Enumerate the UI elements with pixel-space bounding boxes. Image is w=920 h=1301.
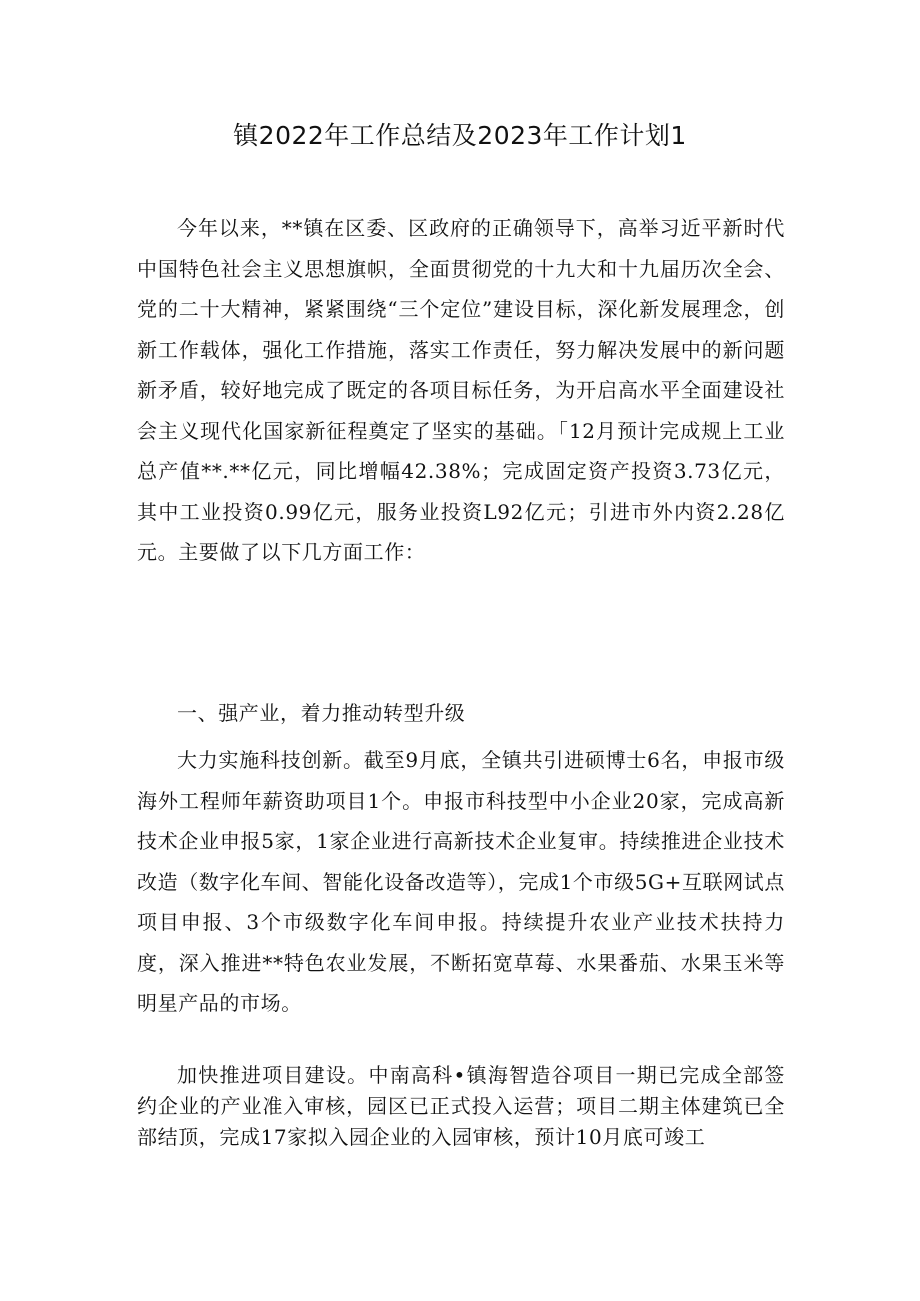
tech-innovation-paragraph: 大力实施科技创新。截至9月底，全镇共引进硕博士6名，申报市级海外工程师年薪资助项目1个。申报市科技型中小企业20家，完成高新技术企业申报5家，1家企业进行高新技术企业复审。持续推进企业技术改造（数字化车间、智能化设备改造等），完成1个市级5G+互联网试点项目申报、3个市级数字化车间申报。持续提升农业产业技术扶持力度，深入推进**特色农业发展，不断拓宽草莓、水果番茄、水果玉米等明星产品的市场。 [137, 748, 785, 1015]
project-construction-paragraph: 加快推进项目建设。中南高科•镇海智造谷项目一期已完成全部签约企业的产业准入审核，园区已正式投入运营；项目二期主体建筑已全部结顶，完成17家拟入园企业的入园审核，预计10月底可竣工 [137, 1063, 785, 1149]
section-heading: 一、强产业，着力推动转型升级 [177, 701, 466, 725]
document-title: 镇2022年工作总结及2023年工作计划1 [233, 121, 687, 150]
intro-paragraph: 今年以来，**镇在区委、区政府的正确领导下，高举习近平新时代中国特色社会主义思想旗帜，全面贯彻党的十九大和十九届历次全会、党的二十大精神，紧紧围绕“三个定位”建设目标，深化新发展理念，创新工作载体，强化工作措施，落实工作责任，努力解决发展中的新问题新矛盾，较好地完成了既定的各项目标任务，为开启高水平全面建设社会主义现代化国家新征程奠定了坚实的基础。「12月预计完成规上工业总产值**.**亿元，同比增幅42.38%；完成固定资产投资3.73亿元，其中工业投资0.99亿元，服务业投资L92亿元；引进市外内资2.28亿元。主要做了以下几方面工作： [137, 216, 785, 564]
